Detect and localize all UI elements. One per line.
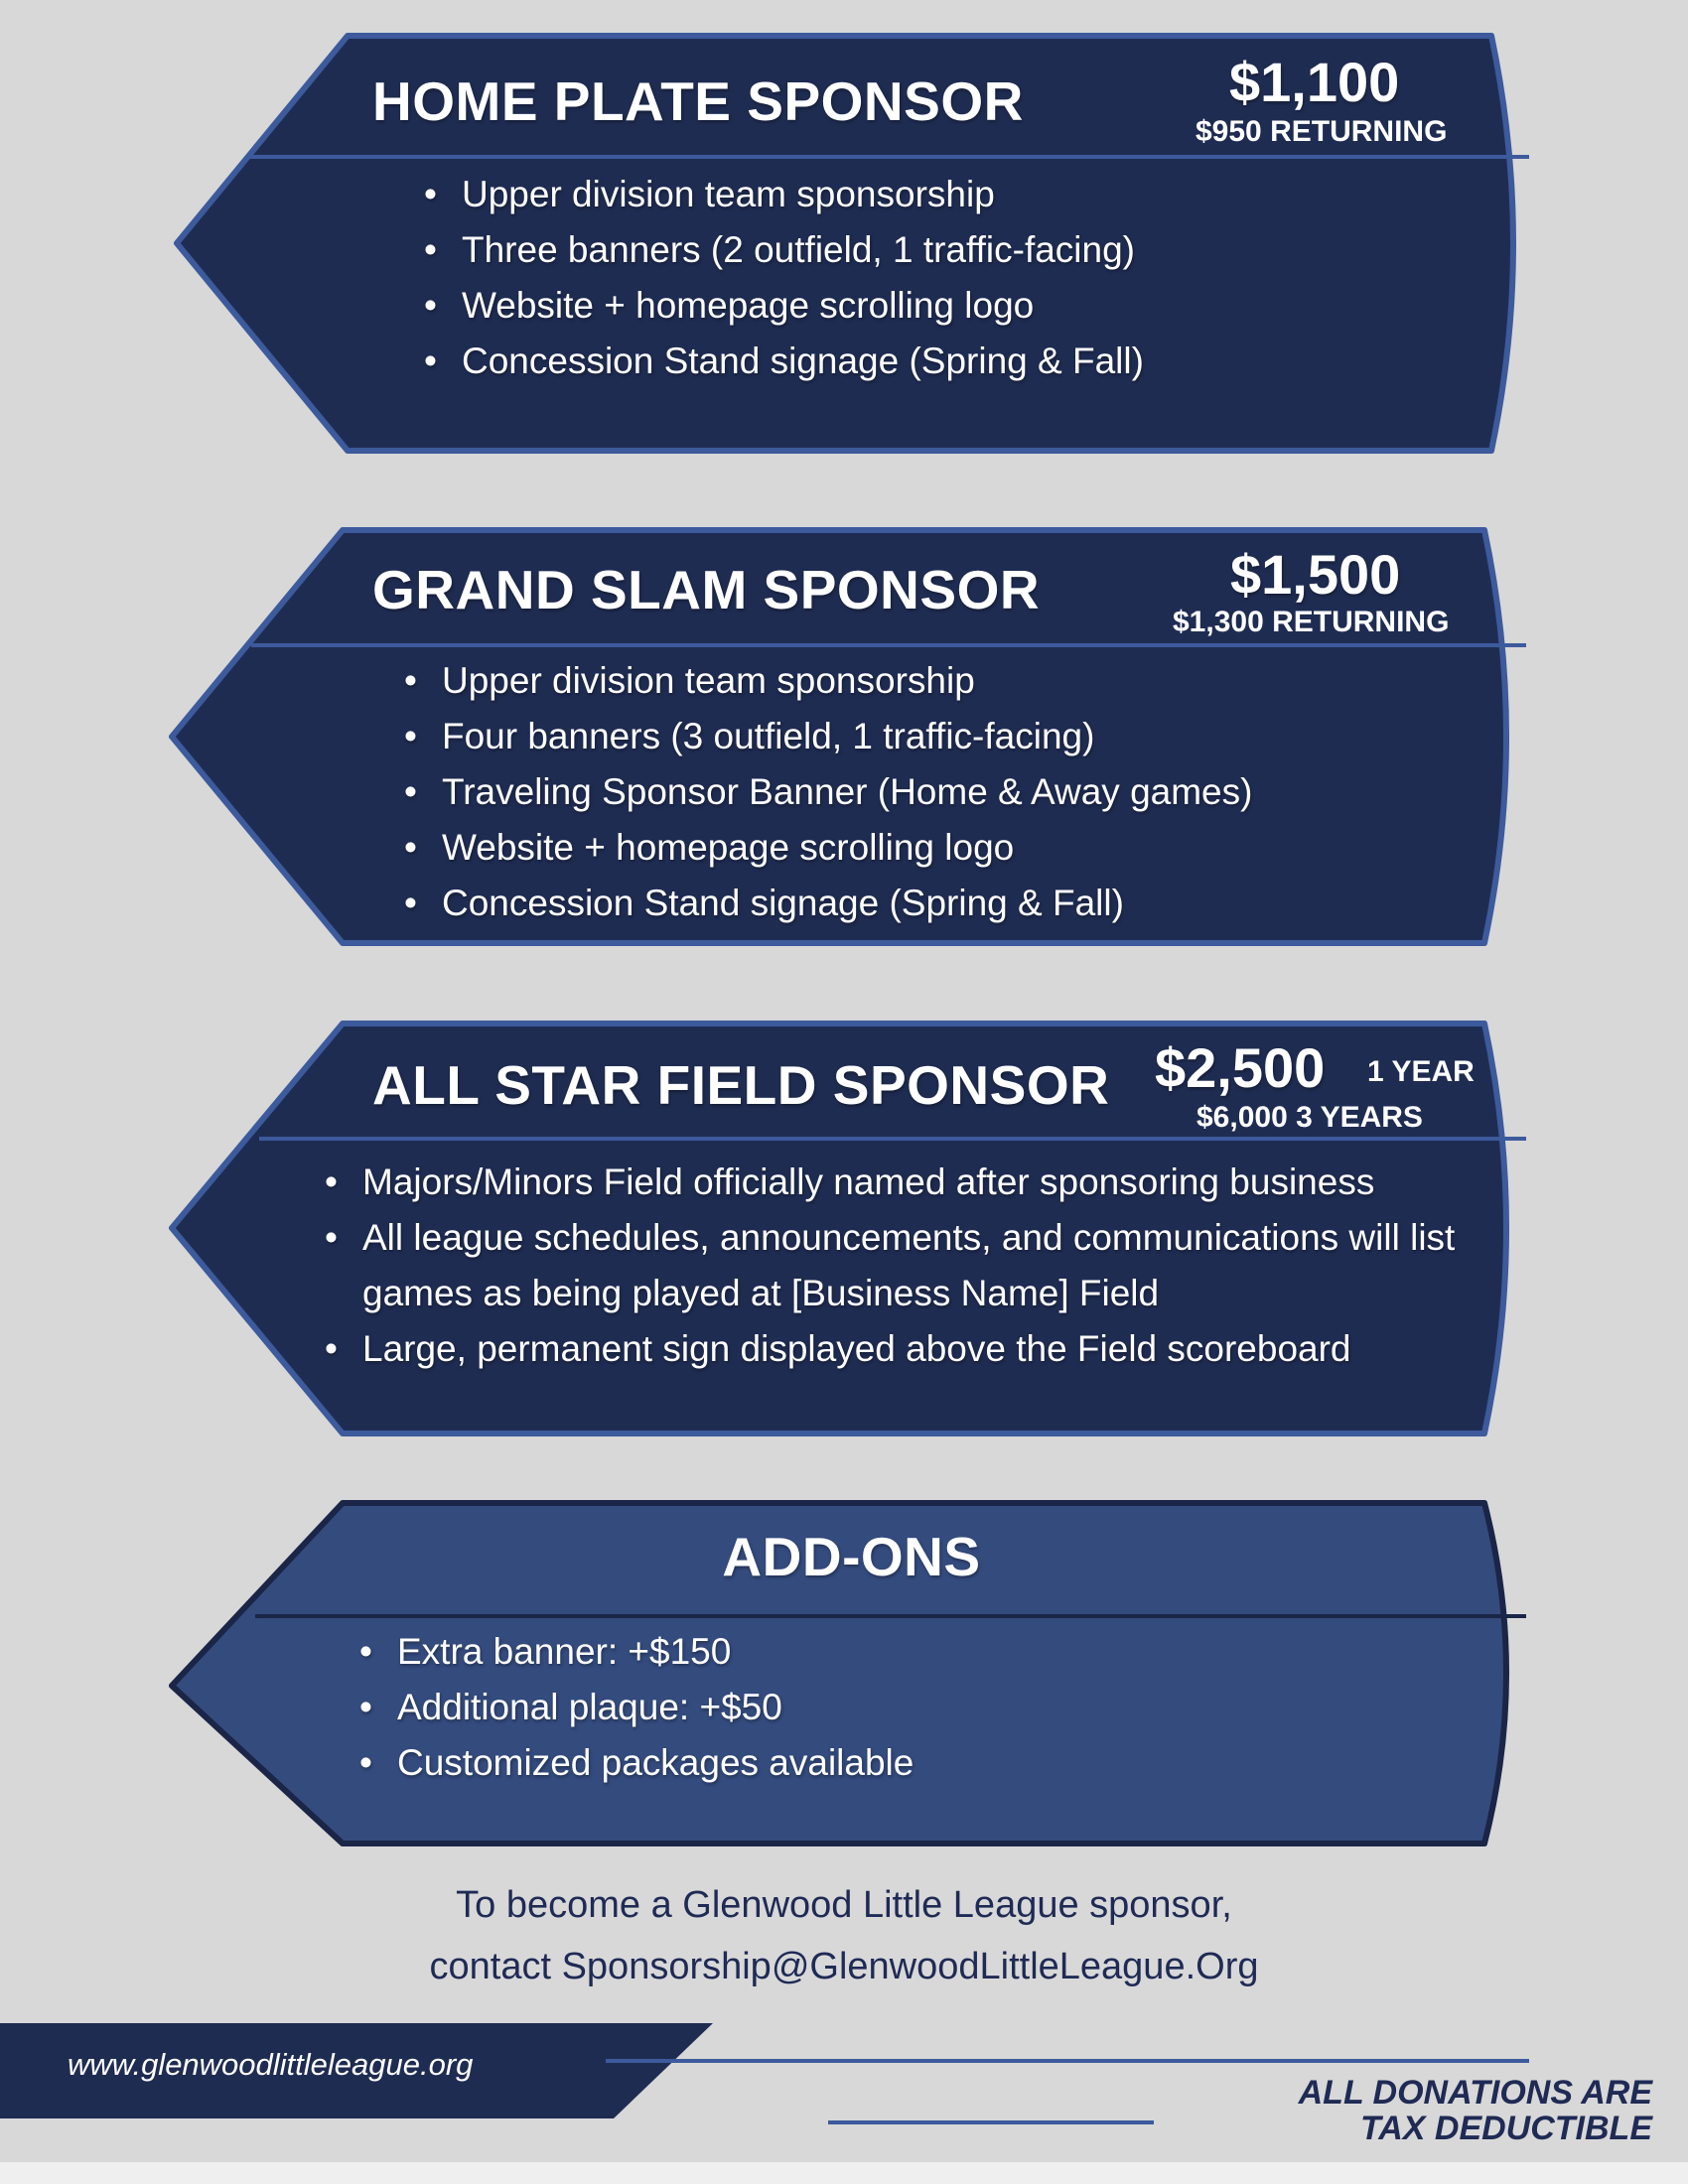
addon-item: • Extra banner: +$150 xyxy=(357,1624,1350,1680)
tier-price: $1,100 xyxy=(1229,51,1400,113)
tier-price: $2,500 xyxy=(1155,1036,1326,1099)
tier-price: $1,500 xyxy=(1230,543,1401,606)
tier-benefits xyxy=(402,653,1494,931)
benefit-item: • Upper division team sponsorship xyxy=(402,653,1494,709)
tier-title: HOME PLATE SPONSOR xyxy=(372,70,1024,132)
benefit-item: • Three banners (2 outfield, 1 traffic-facing) xyxy=(422,222,1455,278)
contact-line-1: To become a Glenwood Little League sponsor, xyxy=(456,1884,1232,1926)
benefit-item: • Website + homepage scrolling logo xyxy=(422,278,1455,334)
benefit-item: • Website + homepage scrolling logo xyxy=(402,820,1494,876)
tier-price-note: $950 RETURNING xyxy=(1196,115,1448,148)
tier-price-note: $6,000 3 YEARS xyxy=(1196,1101,1423,1134)
contact-email-line[interactable]: contact Sponsorship@GlenwoodLittleLeague.Org xyxy=(429,1946,1259,1987)
contact-text xyxy=(0,1874,1688,1997)
tax-line-2: TAX DEDUCTIBLE xyxy=(1359,2110,1652,2147)
tier-card-grand-slam xyxy=(164,524,1539,949)
benefit-item: • All league schedules, announcements, and communications will list games as being played at [Business Name] Field xyxy=(323,1210,1494,1321)
tier-title: ALL STAR FIELD SPONSOR xyxy=(372,1054,1110,1116)
benefit-item: • Upper division team sponsorship xyxy=(422,167,1455,222)
tier-benefits xyxy=(422,167,1455,389)
tier-title: GRAND SLAM SPONSOR xyxy=(372,559,1041,620)
addon-item: • Customized packages available xyxy=(357,1735,1350,1791)
addons-card xyxy=(164,1497,1539,1849)
tier-card-home-plate xyxy=(169,30,1539,457)
benefit-item: • Traveling Sponsor Banner (Home & Away games) xyxy=(402,764,1494,820)
tier-benefits xyxy=(323,1155,1494,1377)
website-link[interactable]: www.glenwoodlittleleague.org xyxy=(68,2047,474,2082)
benefit-item: • Concession Stand signage (Spring & Fall) xyxy=(422,334,1455,389)
benefit-item: • Concession Stand signage (Spring & Fall) xyxy=(402,876,1494,931)
tier-card-all-star-field xyxy=(164,1018,1539,1439)
addons-list xyxy=(357,1624,1350,1791)
benefit-item: • Four banners (3 outfield, 1 traffic-facing) xyxy=(402,709,1494,764)
benefit-item: • Majors/Minors Field officially named after sponsoring business xyxy=(323,1155,1494,1210)
tax-line-1: ALL DONATIONS ARE xyxy=(1298,2074,1652,2112)
addons-title: ADD-ONS xyxy=(722,1526,981,1587)
addon-item: • Additional plaque: +$50 xyxy=(357,1680,1350,1735)
tier-price-term: 1 YEAR xyxy=(1367,1055,1475,1088)
benefit-item: • Large, permanent sign displayed above the Field scoreboard xyxy=(323,1321,1494,1377)
tier-price-note: $1,300 RETURNING xyxy=(1173,606,1450,638)
tax-deductible-note xyxy=(1299,2075,1652,2146)
